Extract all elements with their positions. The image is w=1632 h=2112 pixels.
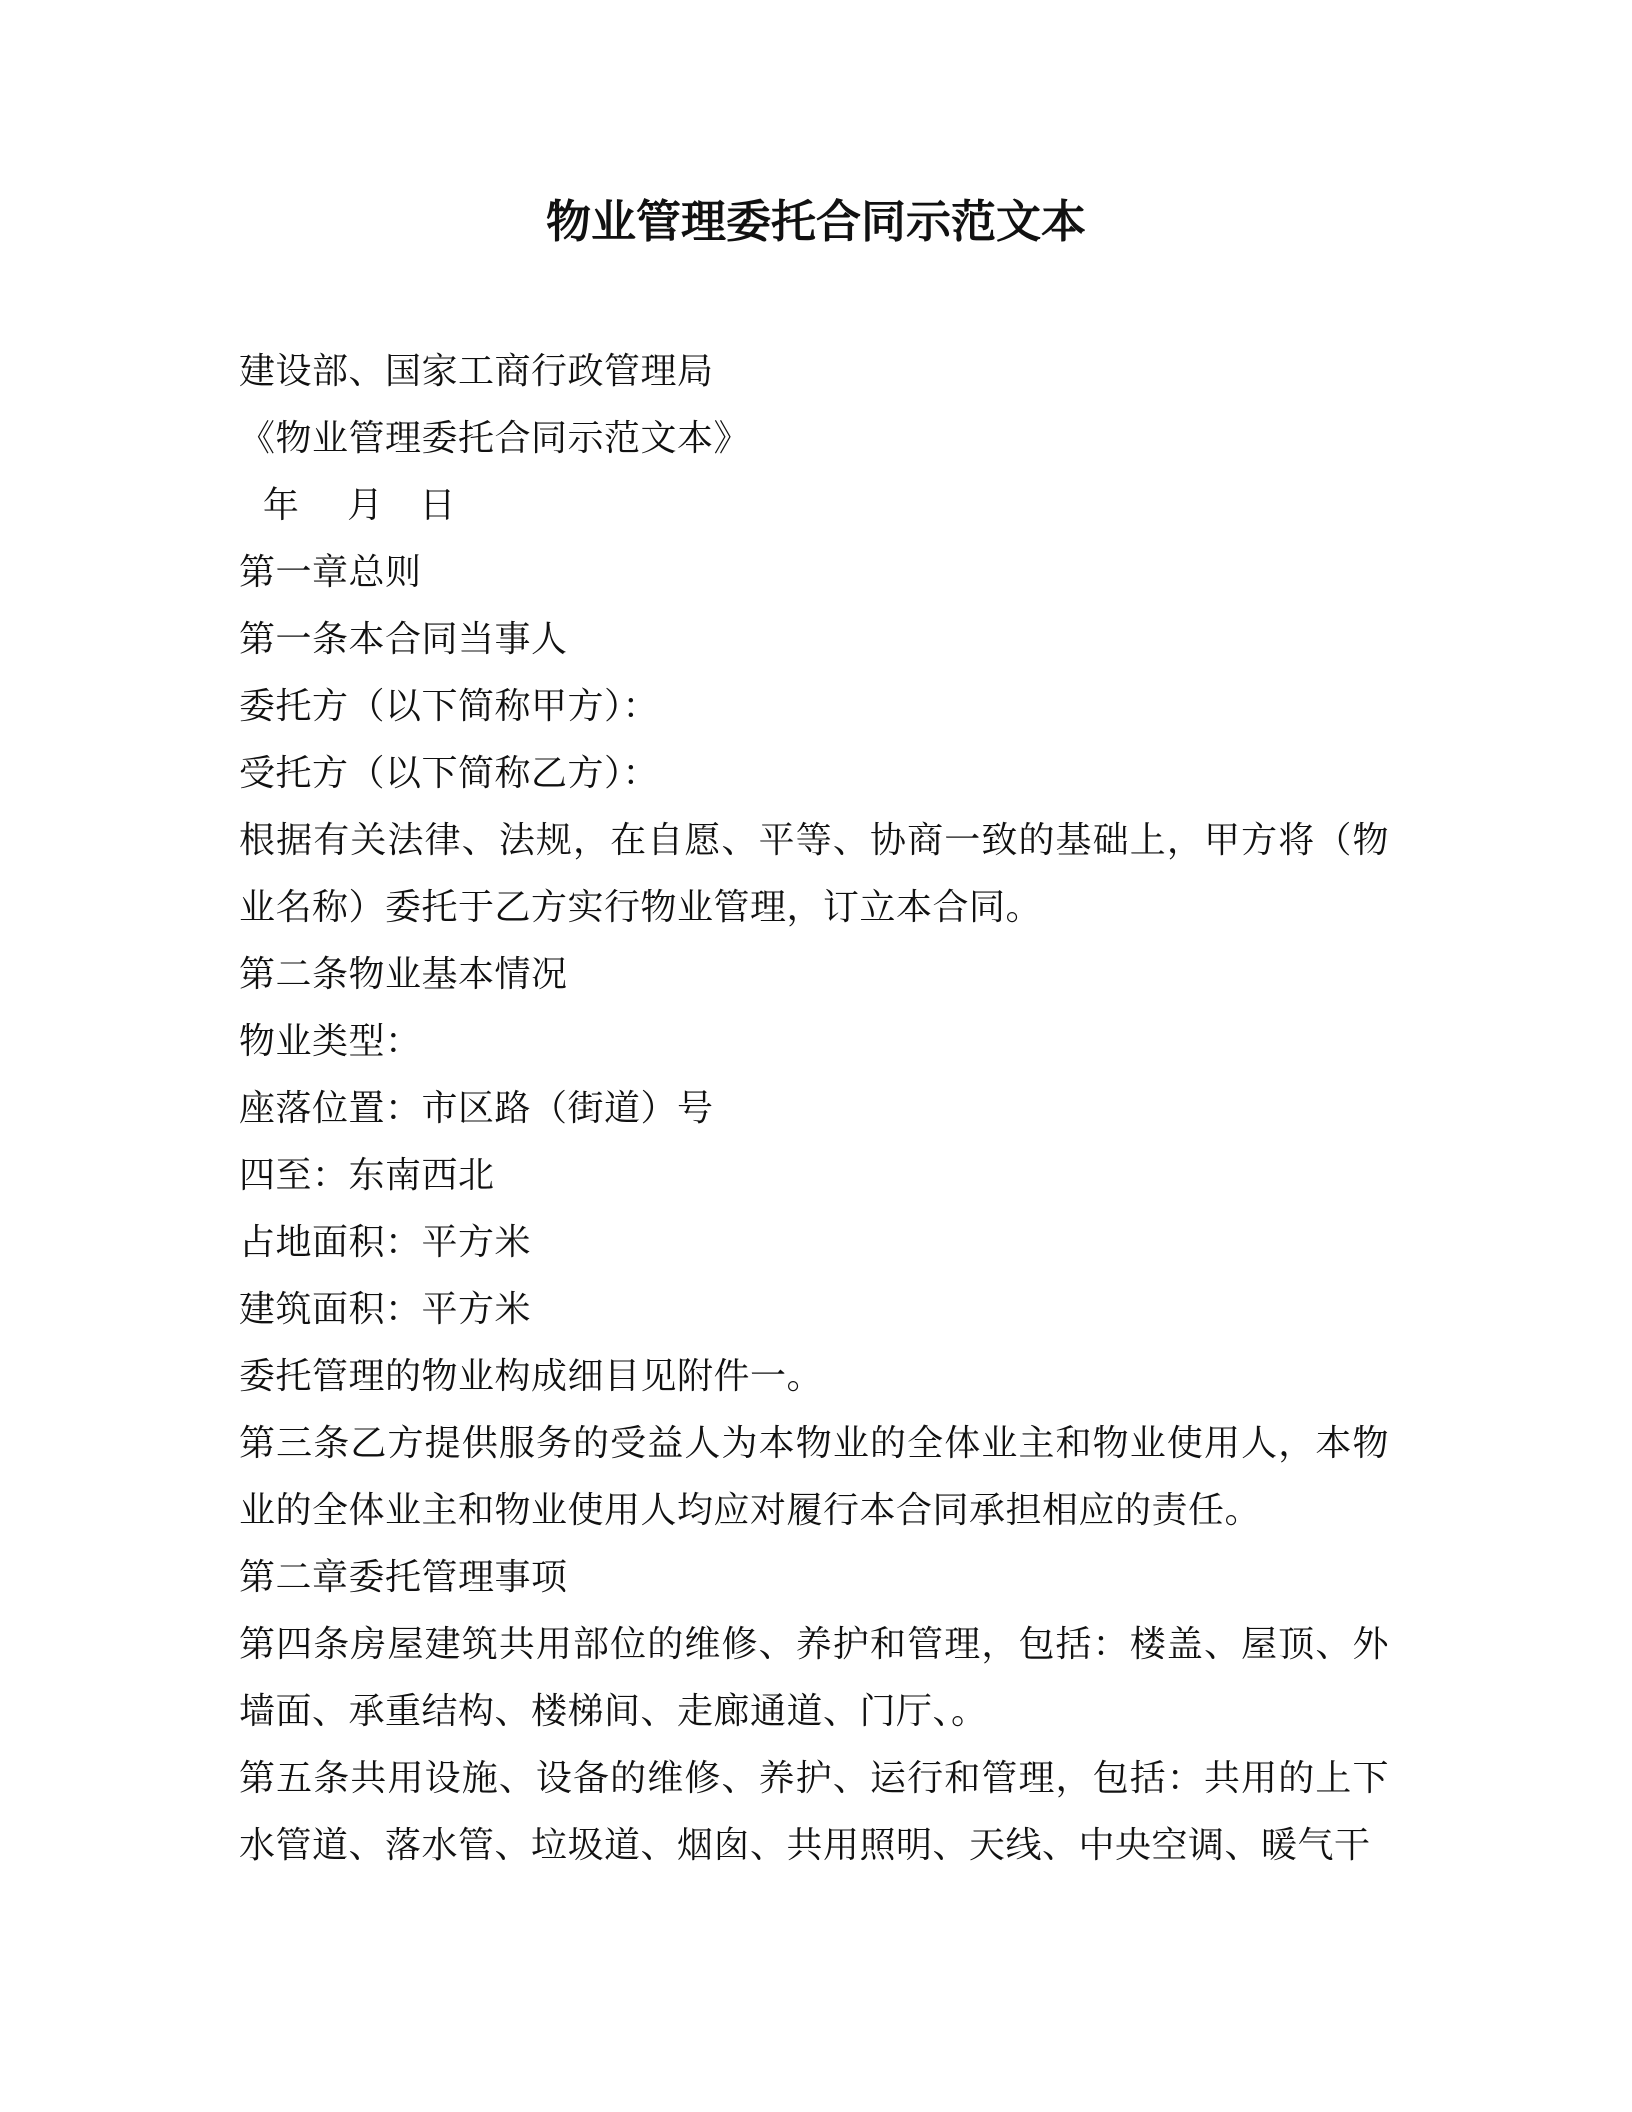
paragraph: 根据有关法律、法规，在自愿、平等、协商一致的基础上，甲方将（物业名称）委托于乙方实行物业管理，订立本合同。 [239, 820, 1389, 928]
chapter-heading: 第一章总则 [239, 552, 422, 593]
party-b-line: 受托方（以下简称乙方）： [239, 753, 660, 794]
building-area-line: 建筑面积：平方米 [239, 1289, 532, 1330]
article-heading: 第一条本合同当事人 [239, 619, 568, 660]
article-heading: 第二条物业基本情况 [239, 954, 568, 995]
document-body [239, 338, 1389, 1879]
property-type-line: 物业类型： [239, 1021, 422, 1062]
paragraph: 第四条房屋建筑共用部位的维修、养护和管理，包括：楼盖、屋顶、外墙面、承重结构、楼梯间、走廊通道、门厅、。 [239, 1624, 1389, 1732]
date-line: 年 月 日 [239, 485, 456, 526]
paragraph: 第三条乙方提供服务的受益人为本物业的全体业主和物业使用人，本物业的全体业主和物业使用人均应对履行本合同承担相应的责任。 [239, 1423, 1389, 1531]
chapter-heading: 第二章委托管理事项 [239, 1557, 568, 1598]
issuer-line: 建设部、国家工商行政管理局 [239, 351, 714, 392]
land-area-line: 占地面积：平方米 [239, 1222, 532, 1263]
party-a-line: 委托方（以下简称甲方）： [239, 686, 660, 727]
location-line: 座落位置：市区路（街道）号 [239, 1088, 714, 1129]
document-name-line: 《物业管理委托合同示范文本》 [239, 418, 751, 459]
boundaries-line: 四至：东南西北 [239, 1155, 495, 1196]
document-title: 物业管理委托合同示范文本 [545, 195, 1086, 248]
paragraph: 第五条共用设施、设备的维修、养护、运行和管理，包括：共用的上下水管道、落水管、垃圾道、烟囱、共用照明、天线、中央空调、暖气干 [239, 1758, 1389, 1866]
paragraph: 委托管理的物业构成细目见附件一。 [239, 1356, 824, 1397]
